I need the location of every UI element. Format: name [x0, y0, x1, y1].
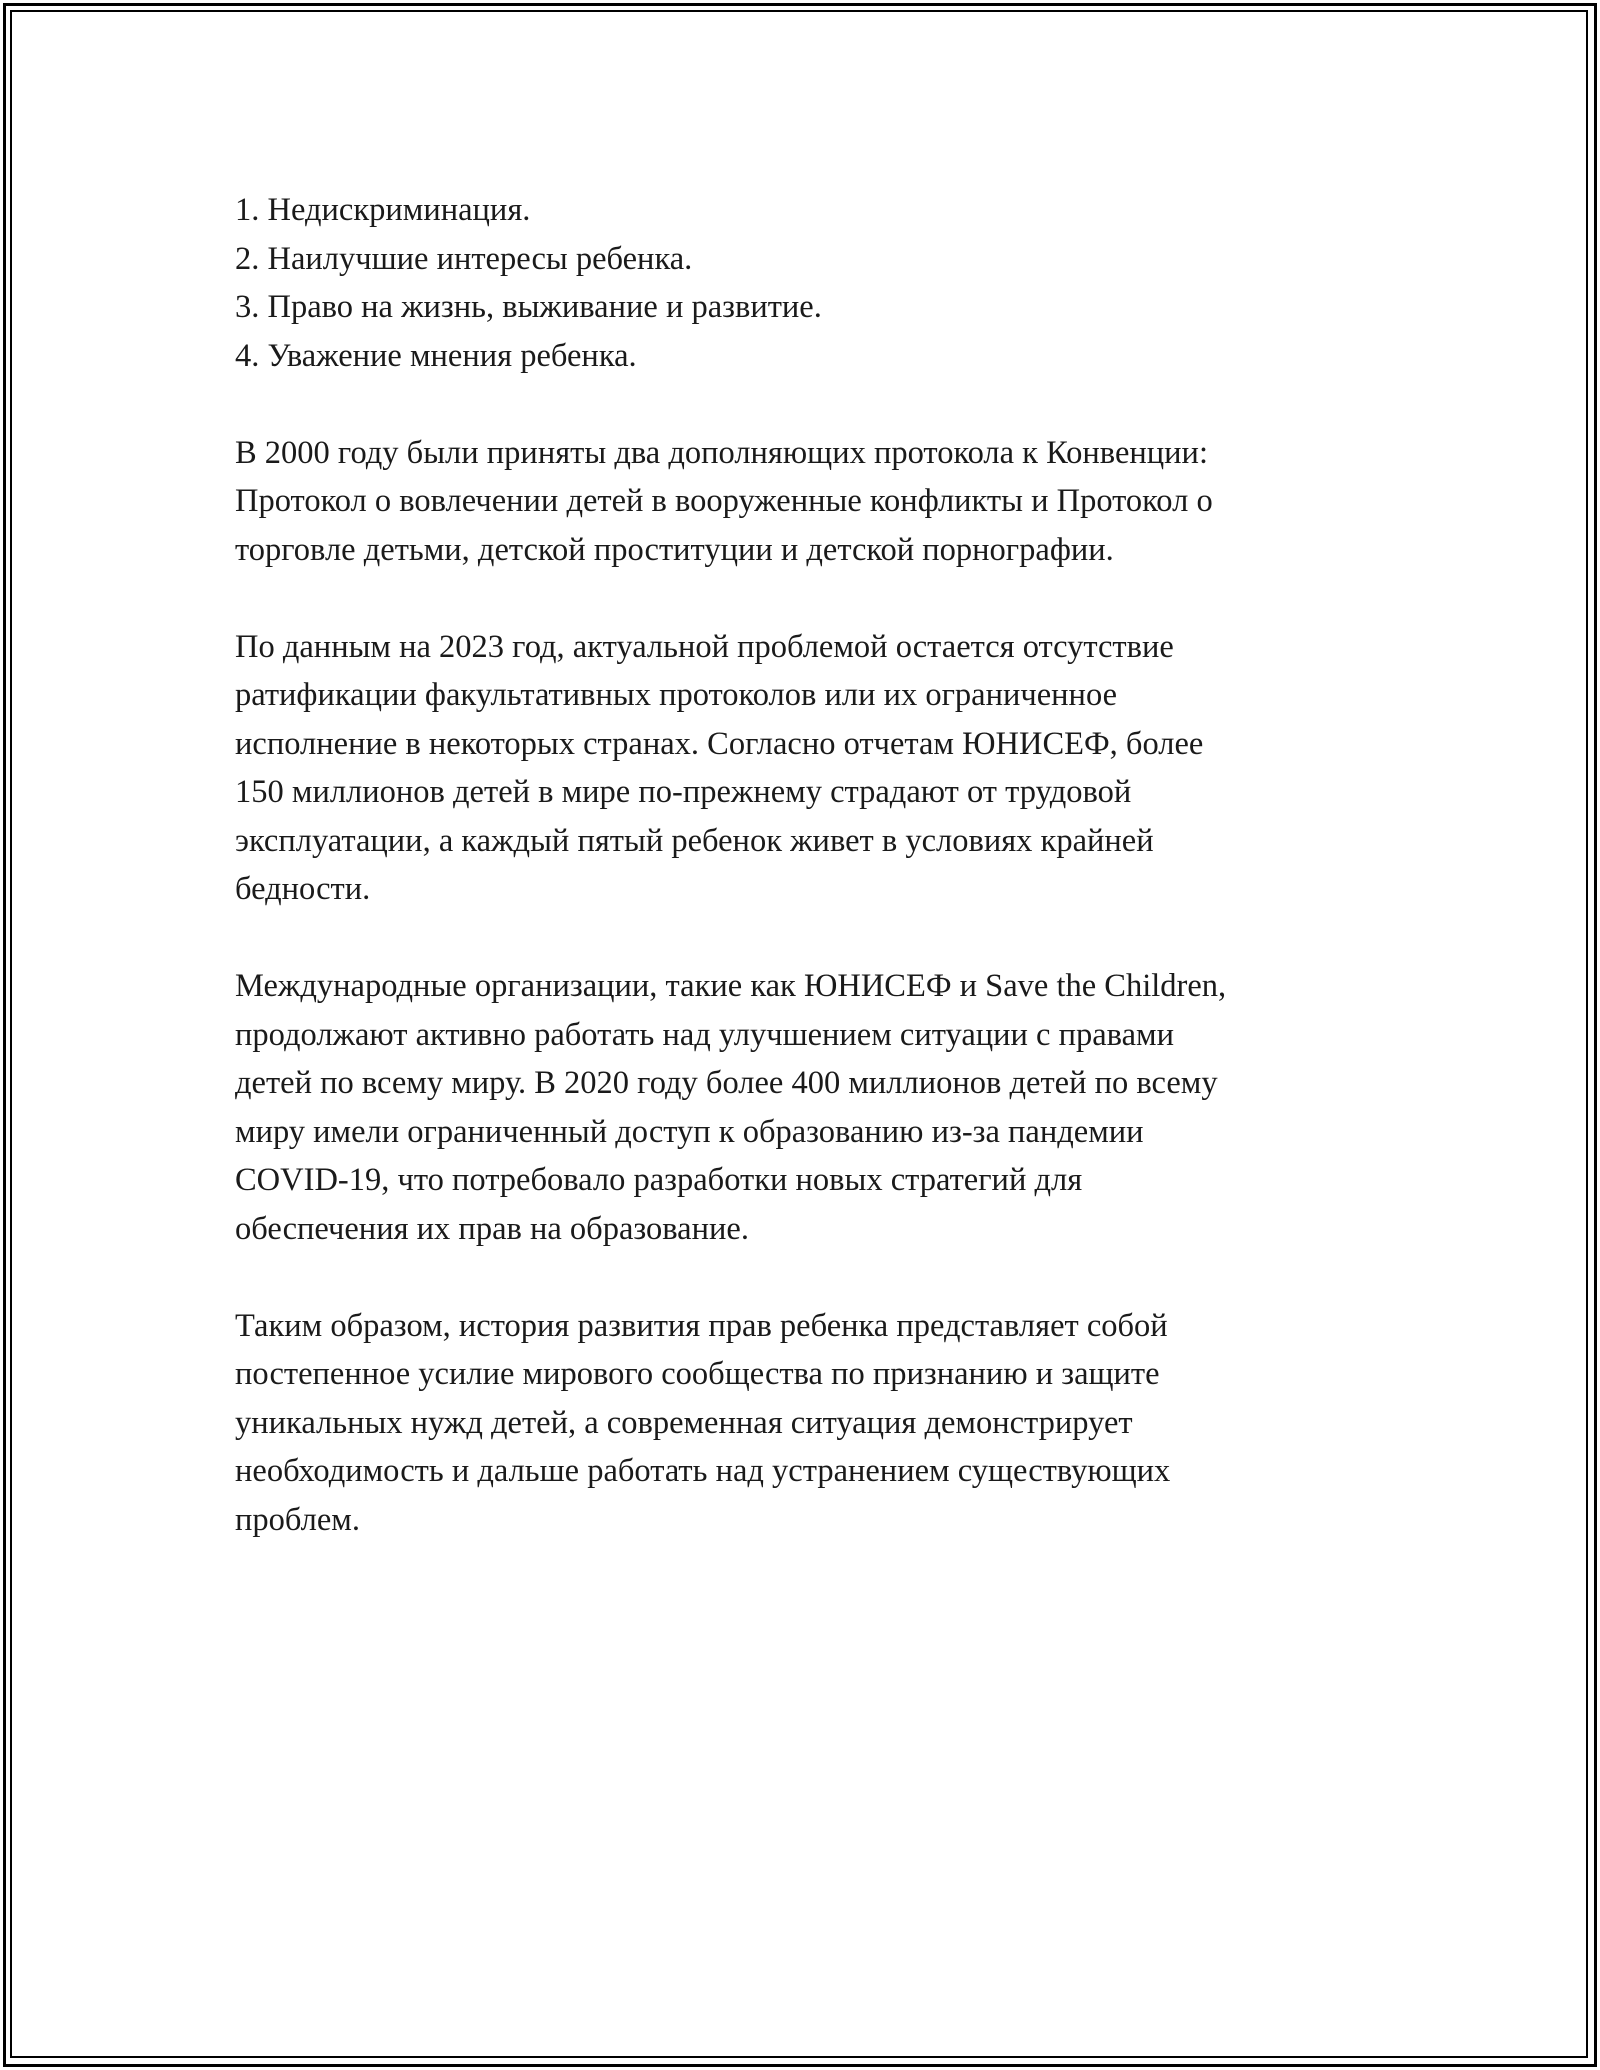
- paragraph-international-organizations: Международные организации, такие как ЮНИСЕФ и Save the Children, продолжают активно работать над улучшением ситуации с правами детей по всему миру. В 2020 году более 400 миллионов детей по всему миру имели ограниченный доступ к образованию из-за пандемии COVID-19, что потребовало разработки новых стратегий для обеспечения их прав на образование.: [235, 968, 1227, 1247]
- paragraph-protocols: В 2000 году были приняты два дополняющих протокола к Конвенции: Протокол о вовлечении детей в вооруженные конфликты и Протокол о торговле детьми, детской проституции и детской порнографии.: [235, 434, 1213, 568]
- principle-item: 2. Наилучшие интересы ребенка.: [235, 240, 693, 277]
- paragraph-current-problems: По данным на 2023 год, актуальной проблемой остается отсутствие ратификации факультативных протоколов или их ограниченное исполнение в некоторых странах. Согласно отчетам ЮНИСЕФ, более 150 миллионов детей в мире по-прежнему страдают от трудовой эксплуатации, а каждый пятый ребенок живет в условиях крайней бедности.: [235, 628, 1204, 907]
- principle-item: 4. Уважение мнения ребенка.: [235, 337, 637, 374]
- principles-list: [235, 186, 1395, 380]
- principle-item: 1. Недискриминация.: [235, 192, 531, 228]
- document-body: [235, 186, 1395, 1544]
- principle-item: 3. Право на жизнь, выживание и развитие.: [235, 289, 822, 325]
- paragraph-conclusion: Таким образом, история развития прав ребенка представляет собой постепенное усилие мирового сообщества по признанию и защите уникальных нужд детей, а современная ситуация демонстрирует необходимость и дальше работать над устранением существующих проблем.: [235, 1307, 1171, 1538]
